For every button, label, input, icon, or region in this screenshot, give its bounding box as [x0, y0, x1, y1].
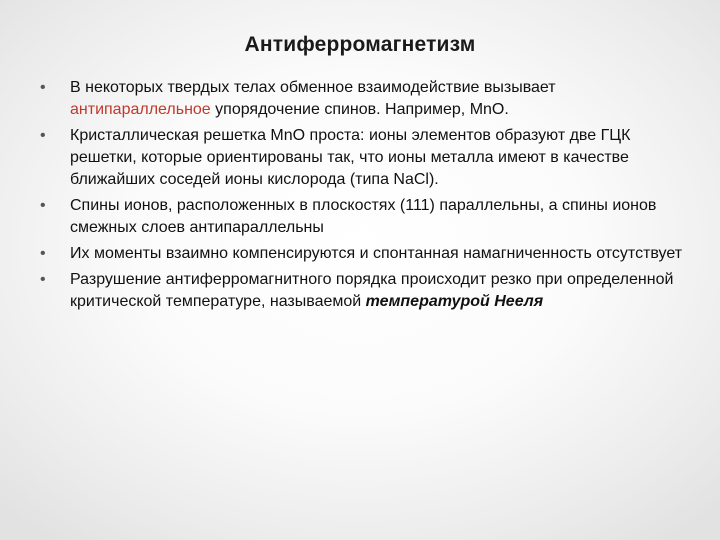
highlight-text: антипараллельное: [70, 101, 211, 118]
slide-title: Антиферромагнетизм: [244, 33, 476, 56]
bullet-marker: •: [40, 79, 46, 96]
bullet-text: В некоторых твердых телах обменное взаимодействие вызывает: [70, 79, 556, 96]
bullet-text: Кристаллическая решетка MnO проста: ионы элементов образуют две ГЦК решетки, которые ориентированы так, что ионы металла имеют в качестве ближайших соседей ионы кислорода (типа NaCl).: [70, 127, 631, 188]
bullet-item-moments: [40, 243, 690, 265]
bullet-text: упорядочение спинов. Например, MnO.: [210, 101, 509, 118]
bullet-marker: •: [40, 197, 46, 214]
bullet-text: Спины ионов, расположенных в плоскостях (111) параллельны, а спины ионов смежных слоев антипараллельны: [70, 197, 657, 236]
bullet-marker: •: [40, 271, 46, 288]
bullet-text: Разрушение антиферромагнитного порядка происходит резко при определенной критической температуре, называемой: [70, 271, 674, 310]
bullet-item-neel: [40, 269, 690, 313]
bullet-item-spins: [40, 195, 690, 239]
emphasis-text: температурой Нееля: [365, 293, 544, 310]
bullet-item-exchange: [40, 77, 690, 121]
bullet-item-lattice: [40, 125, 690, 191]
bullet-list: [40, 77, 690, 317]
bullet-marker: •: [40, 245, 46, 262]
bullet-text: Их моменты взаимно компенсируются и спонтанная намагниченность отсутствует: [70, 245, 683, 262]
bullet-marker: •: [40, 127, 46, 144]
